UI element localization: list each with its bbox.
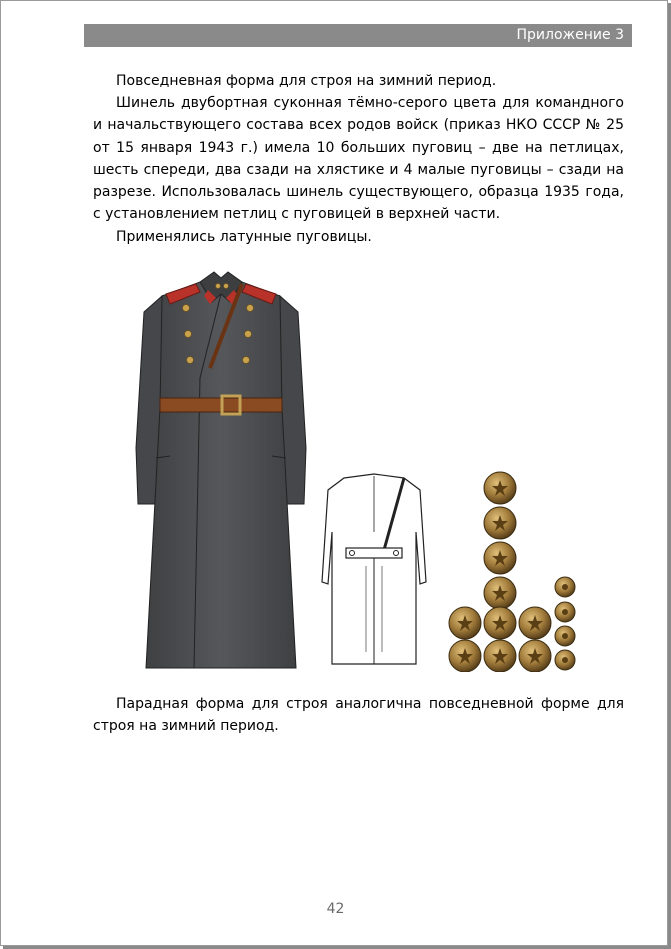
overcoat-back-illustration — [320, 472, 428, 670]
paragraph-parade-uniform: Парадная форма для строя аналогична повседневной форме для строя на зимний период. — [93, 696, 624, 735]
appendix-header — [84, 24, 632, 47]
paragraph-overcoat-description: Шинель двубортная суконная тёмно-серого цвета для командного и начальствующего состава всех родов войск (приказ НКО СССР № 25 от 15 января 1943 г.) имела 10 больших пуговиц – две на петлицах, шесть спереди, два сзади на хлястике и 4 малые пуговицы – сзади на разрезе. Использовалась шинель существующего, образца 1935 года, с установлением петлиц с пуговицей в верхней части. — [93, 95, 624, 223]
page-number: 42 — [326, 901, 345, 917]
paragraph-brass-buttons: Применялись латунные пуговицы. — [116, 229, 372, 245]
paragraph-intro: Повседневная форма для строя на зимний период. — [116, 73, 497, 89]
small-buttons-illustration — [552, 575, 578, 673]
appendix-label: Приложение 3 — [516, 27, 624, 43]
overcoat-front-illustration — [130, 268, 312, 672]
large-buttons-illustration — [445, 468, 555, 672]
